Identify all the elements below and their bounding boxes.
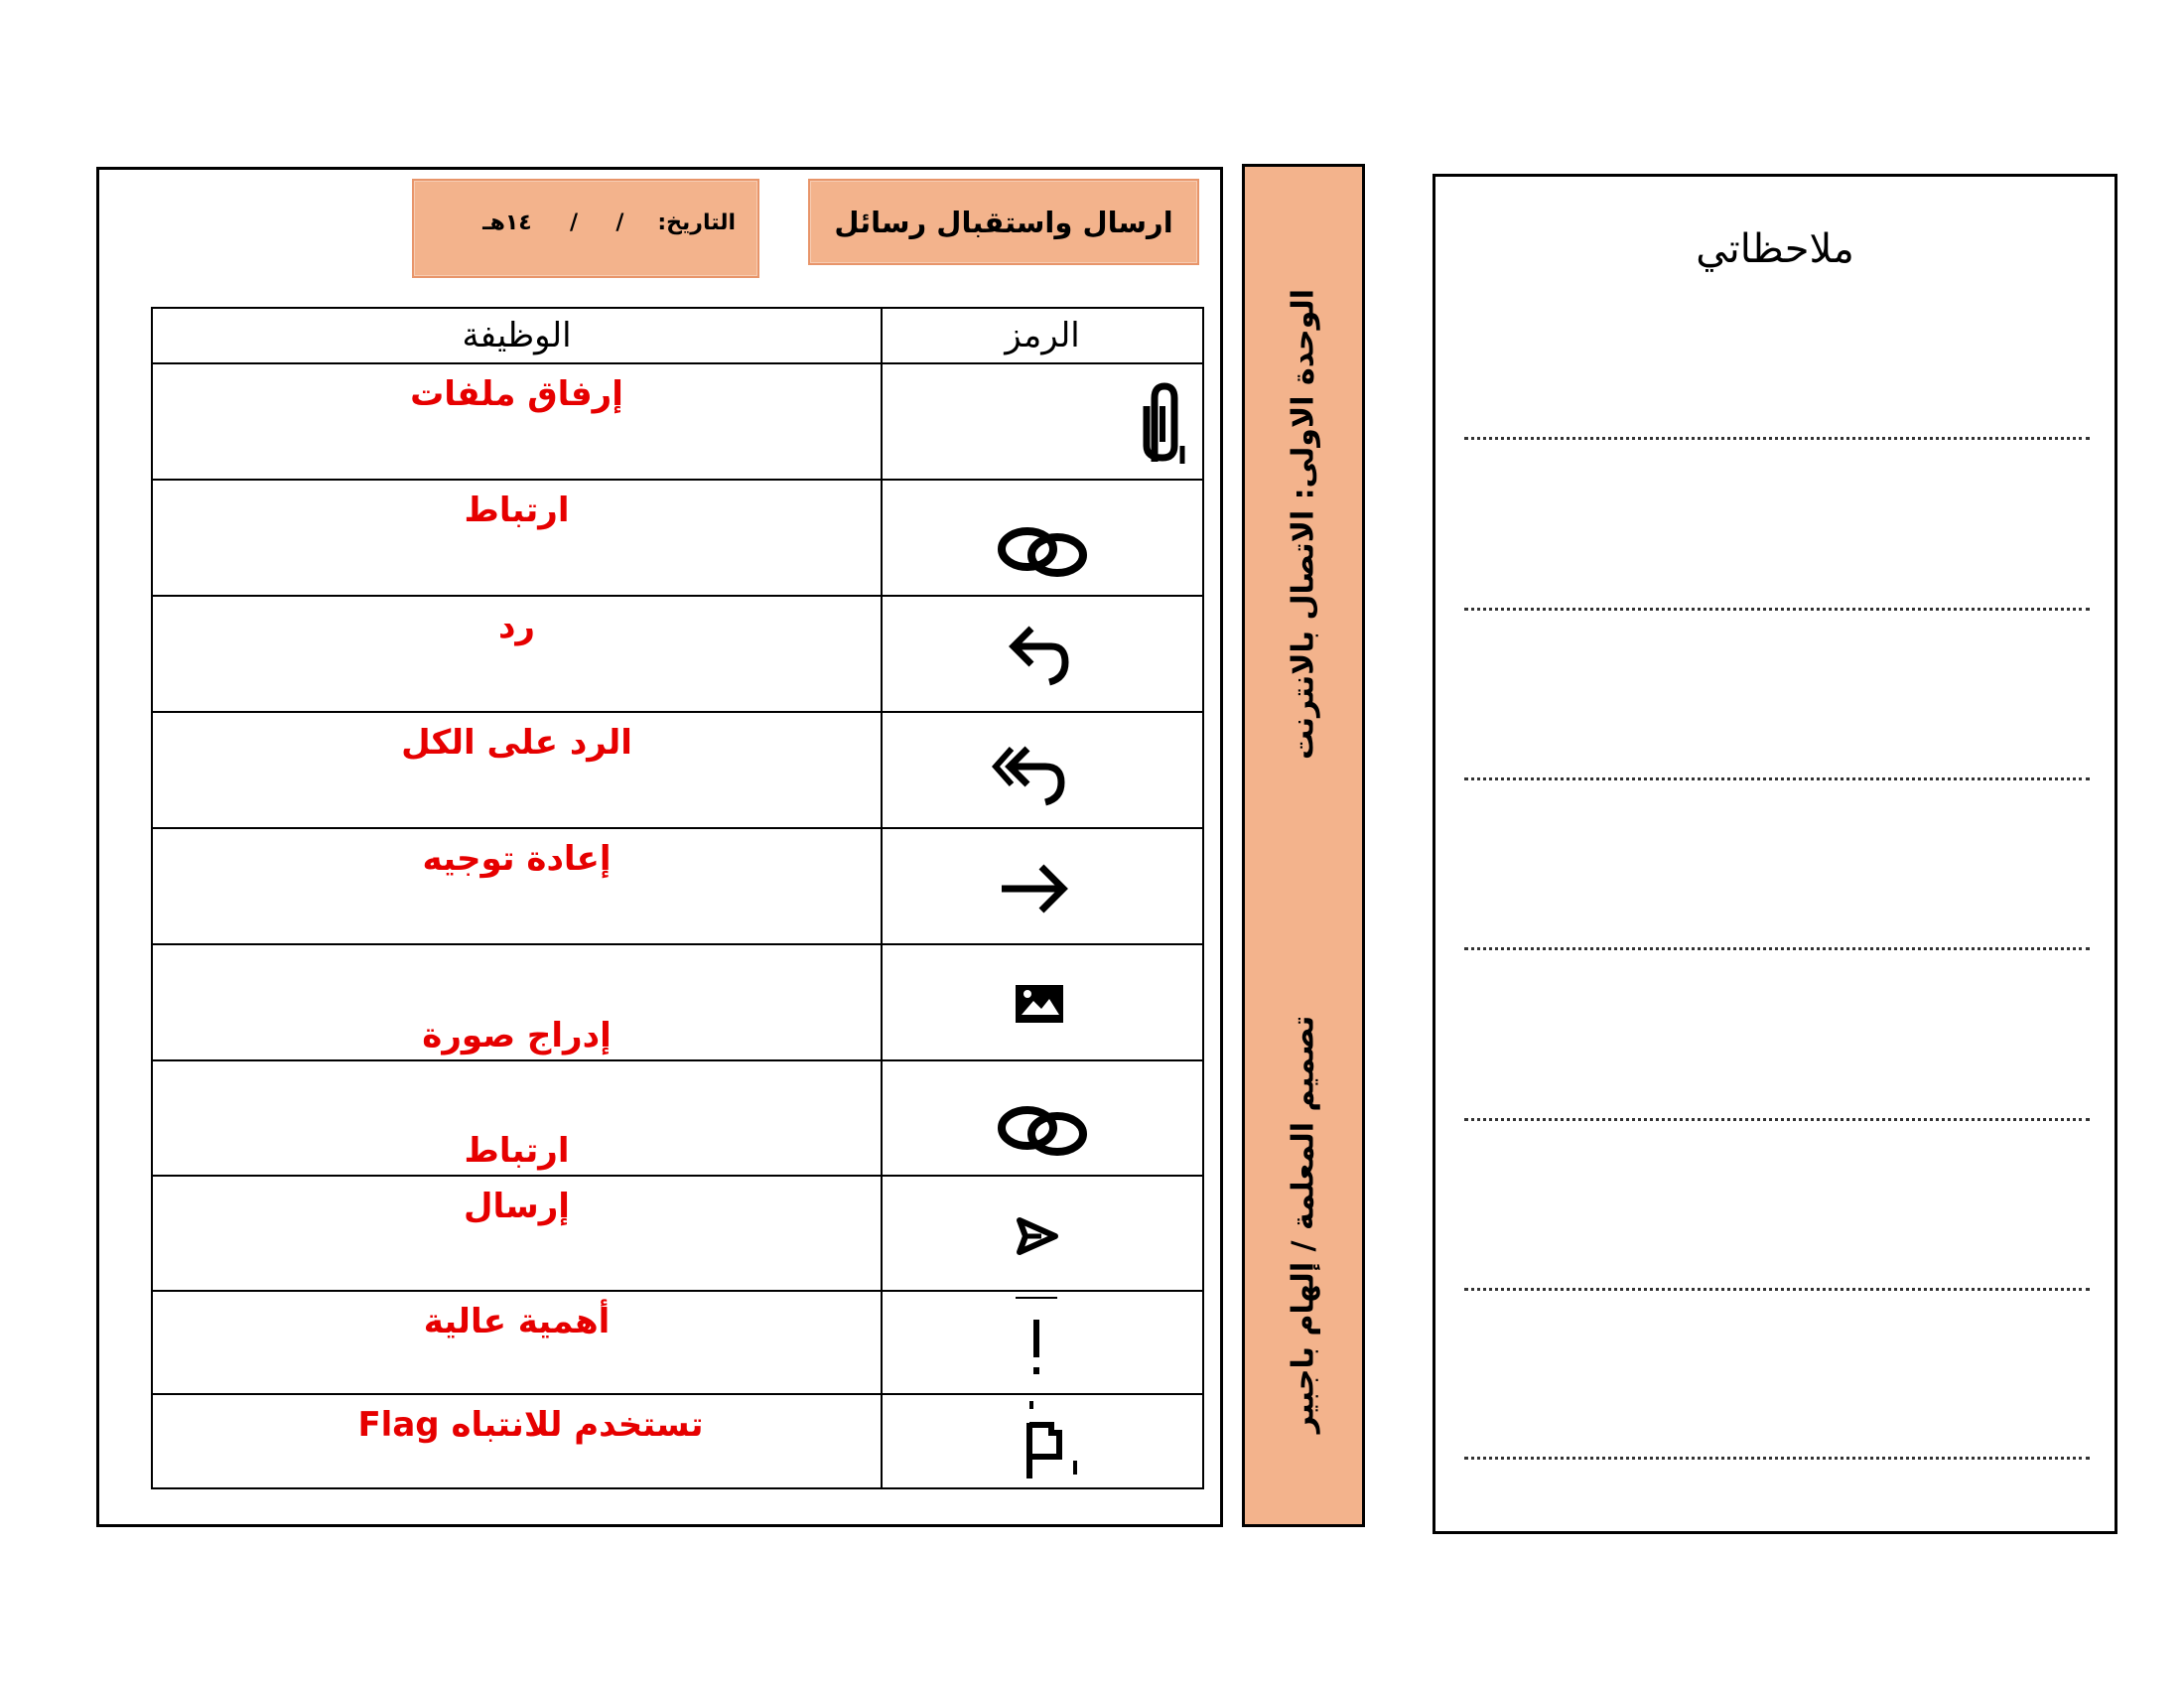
table-row: [152, 363, 1203, 480]
paperclip-icon: [1133, 380, 1188, 470]
note-line[interactable]: [1464, 608, 2090, 611]
table-row: [152, 1394, 1203, 1488]
table-row: [152, 828, 1203, 944]
symbol-cell: [882, 828, 1203, 944]
function-label: [153, 1395, 881, 1445]
column-header-symbol: الرمز: [882, 308, 1203, 363]
function-label: أهمية عالية: [423, 1302, 611, 1341]
flag-icon: [1018, 1399, 1083, 1484]
table-row: [152, 944, 1203, 1060]
symbol-cell: [882, 1291, 1203, 1394]
table-row: [152, 1060, 1203, 1176]
link-icon: [996, 1101, 1091, 1161]
function-label-en: Flag: [357, 1405, 440, 1445]
function-cell: [152, 596, 882, 712]
function-cell: [152, 1394, 882, 1488]
function-cell: [152, 828, 882, 944]
image-icon: [1014, 983, 1065, 1025]
note-line[interactable]: [1464, 1118, 2090, 1121]
function-label: الرد على الكل: [401, 723, 632, 763]
symbol-cell: [882, 1176, 1203, 1291]
symbol-cell: [882, 480, 1203, 596]
note-line[interactable]: [1464, 777, 2090, 780]
notes-panel: [1433, 174, 2117, 1534]
symbol-cell: [882, 363, 1203, 480]
table-row: [152, 1176, 1203, 1291]
send-icon: [1016, 1216, 1059, 1256]
symbols-table: [151, 307, 1204, 1489]
symbol-cell: [882, 1394, 1203, 1488]
function-label: رد: [497, 607, 536, 646]
note-line[interactable]: [1464, 1457, 2090, 1460]
symbol-cell: [882, 596, 1203, 712]
designer-credit: تصميم المعلمة / إلهام باجبير: [1286, 1015, 1321, 1434]
table-row: [152, 712, 1203, 828]
table-header-row: [152, 308, 1203, 363]
link-icon: [996, 522, 1091, 582]
table-row: [152, 480, 1203, 596]
notes-title: ملاحظاتي: [1696, 226, 1854, 272]
function-cell: [152, 1291, 882, 1394]
function-label: إدراج صورة: [422, 1016, 612, 1055]
function-label: إرفاق ملفات: [410, 374, 623, 414]
reply-all-icon: [992, 739, 1071, 810]
reply-icon: [1006, 621, 1075, 690]
note-line[interactable]: [1464, 1288, 2090, 1291]
table-row: [152, 1291, 1203, 1394]
note-line[interactable]: [1464, 947, 2090, 950]
symbol-cell: [882, 712, 1203, 828]
function-label: ارتباط: [464, 491, 570, 530]
table-row: [152, 596, 1203, 712]
note-line[interactable]: [1464, 437, 2090, 440]
exclamation-icon: [1014, 1296, 1059, 1385]
unit-sidebar: [1242, 164, 1365, 1527]
symbol-cell: [882, 944, 1203, 1060]
forward-arrow-icon: [998, 861, 1071, 916]
lesson-title: ارسال واستقبال رسائل: [834, 205, 1173, 239]
date-label: التاريخ:: [657, 211, 736, 235]
function-cell: [152, 944, 882, 1060]
symbol-cell: [882, 1060, 1203, 1176]
date-box: [412, 179, 759, 278]
function-label: إرسال: [464, 1187, 570, 1226]
function-cell: [152, 1060, 882, 1176]
function-cell: [152, 363, 882, 480]
function-label: إعادة توجيه: [422, 839, 612, 879]
function-label-ar: تستخدم للانتباه: [451, 1405, 704, 1445]
function-label: ارتباط: [464, 1131, 570, 1171]
unit-title: الوحدة الاولى: الاتصال بالانترنت: [1286, 288, 1321, 761]
date-value: / / ١٤هـ: [482, 211, 624, 235]
function-cell: [152, 712, 882, 828]
column-header-function: الوظيفة: [152, 308, 882, 363]
lesson-title-box: [808, 179, 1199, 265]
function-cell: [152, 1176, 882, 1291]
function-cell: [152, 480, 882, 596]
